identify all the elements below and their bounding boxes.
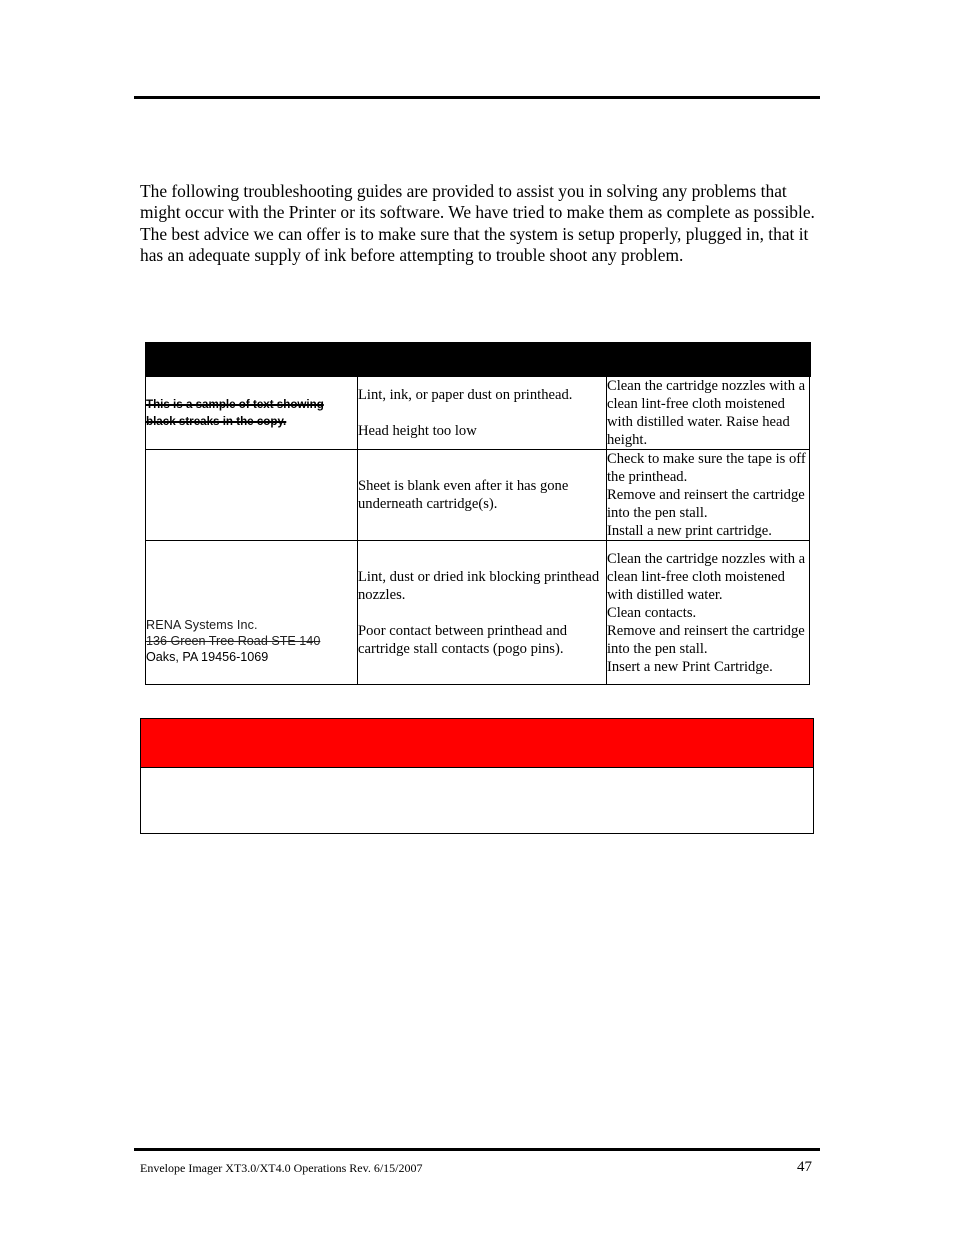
blank-sample-cell xyxy=(146,450,358,541)
warning-header-bar xyxy=(141,719,813,768)
top-rule xyxy=(134,96,820,99)
solution-text: Insert a new Print Cartridge. xyxy=(607,658,773,675)
troubleshooting-table xyxy=(145,342,811,685)
solution-text: Remove and reinsert the cartridge into the pen stall. xyxy=(607,487,805,521)
sample-address-line: Oaks, PA 19456-1069 xyxy=(146,650,269,664)
solution-text: Check to make sure the tape is off the printhead. xyxy=(607,451,806,485)
cause-text: Lint, dust or dried ink blocking printhead nozzles. xyxy=(358,568,600,603)
page-number: 47 xyxy=(797,1159,812,1175)
footer-document-title: Envelope Imager XT3.0/XT4.0 Operations Rev. 6/15/2007 xyxy=(140,1161,423,1175)
sample-address-line: RENA Systems Inc. xyxy=(146,618,258,632)
table-row xyxy=(146,377,810,450)
cause-text: Sheet is blank even after it has gone underneath cartridge(s). xyxy=(358,478,569,512)
cause-cell xyxy=(358,377,607,450)
intro-paragraph: The following troubleshooting guides are provided to assist you in solving any problems that might occur with the Printer or its software. We have tried to make them as complete as possible. The best advice we can offer is to make sure that the system is setup properly, plugged in, that it has an adequate supply of ink before attempting to trouble shoot any problem. xyxy=(140,181,815,266)
table-row xyxy=(146,450,810,541)
solution-text: Clean the cartridge nozzles with a clean lint-free cloth moistened with distilled water. Raise head height. xyxy=(607,378,806,448)
cause-cell xyxy=(358,541,607,685)
faded-sample-cell xyxy=(146,541,358,685)
cause-text: Head height too low xyxy=(358,423,477,439)
table-header-row xyxy=(146,343,810,377)
solution-text: Clean the cartridge nozzles with a clean lint-free cloth moistened with distilled water. xyxy=(607,550,806,603)
sample-text-line: black streaks in the copy. xyxy=(146,415,287,428)
streak-sample-cell xyxy=(146,377,358,450)
table-row xyxy=(146,541,810,685)
cause-cell xyxy=(358,450,607,541)
solution-cell xyxy=(607,377,810,450)
cause-text: Poor contact between printhead and cartridge stall contacts (pogo pins). xyxy=(358,622,568,657)
sample-text-line: This is a sample of text showing xyxy=(146,398,324,411)
solution-cell xyxy=(607,450,810,541)
warning-box xyxy=(140,718,814,834)
sample-address-line: 136 Green Tree Road STE 140 xyxy=(146,634,321,648)
solution-text: Remove and reinsert the cartridge into the pen stall. xyxy=(607,622,805,657)
cause-text: Lint, ink, or paper dust on printhead. xyxy=(358,387,573,403)
bottom-rule xyxy=(134,1148,820,1151)
solution-text: Clean contacts. xyxy=(607,604,697,621)
solution-cell xyxy=(607,541,810,685)
solution-text: Install a new print cartridge. xyxy=(607,523,772,539)
